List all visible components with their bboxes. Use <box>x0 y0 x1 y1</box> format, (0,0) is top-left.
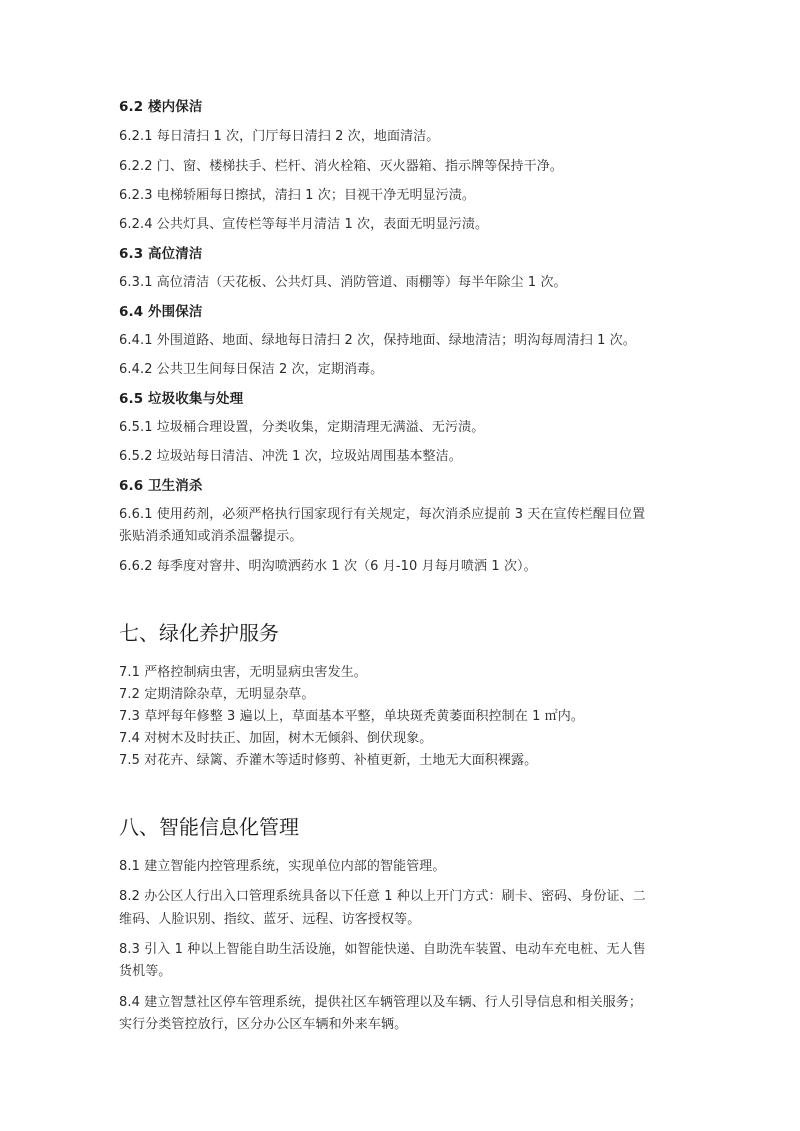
section-heading-6-5: 6.5 垃圾收集与处理 <box>119 391 244 407</box>
list-item-continuation: 张贴消杀通知或消杀温馨提示。 <box>119 529 303 544</box>
chapter-title-8: 八、智能信息化管理 <box>119 815 299 839</box>
section-heading-6-2: 6.2 楼内保洁 <box>119 99 203 115</box>
chapter-title-7: 七、绿化养护服务 <box>119 621 279 645</box>
list-item: 7.1 严格控制病虫害，无明显病虫害发生。 <box>119 665 367 680</box>
list-item: 7.4 对树木及时扶正、加固，树木无倾斜、倒伏现象。 <box>119 731 433 746</box>
section-heading-6-4: 6.4 外围保洁 <box>119 304 203 320</box>
list-item-continuation: 货机等。 <box>119 964 172 979</box>
list-item: 8.4 建立智慧社区停车管理系统，提供社区车辆管理以及车辆、行人引导信息和相关服务； <box>119 995 643 1010</box>
list-item: 8.2 办公区人行出入口管理系统具备以下任意 1 种以上开门方式：刷卡、密码、身份证、二 <box>119 889 646 904</box>
list-item: 8.3 引入 1 种以上智能自助生活设施，如智能快递、自助洗车装置、电动车充电桩、无人售 <box>119 942 646 957</box>
list-item: 6.4.1 外围道路、地面、绿地每日清扫 2 次，保持地面、绿地清洁；明沟每周清扫 1 次。 <box>119 333 636 348</box>
list-item: 6.5.2 垃圾站每日清洁、冲洗 1 次，垃圾站周围基本整洁。 <box>119 449 462 464</box>
list-item: 6.6.2 每季度对窨井、明沟喷洒药水 1 次（6 月-10 月每月喷洒 1 次）。 <box>119 559 537 574</box>
list-item: 6.2.4 公共灯具、宣传栏等每半月清洁 1 次，表面无明显污渍。 <box>119 217 489 232</box>
list-item: 6.2.1 每日清扫 1 次，门厅每日清扫 2 次，地面清洁。 <box>119 129 440 144</box>
section-heading-6-3: 6.3 高位清洁 <box>119 246 203 262</box>
list-item: 6.4.2 公共卫生间每日保洁 2 次，定期消毒。 <box>119 362 384 377</box>
list-item: 6.2.2 门、窗、楼梯扶手、栏杆、消火栓箱、灭火器箱、指示牌等保持干净。 <box>119 159 563 174</box>
list-item-continuation: 维码、人脸识别、指纹、蓝牙、远程、访客授权等。 <box>119 912 421 927</box>
list-item: 6.3.1 高位清洁（天花板、公共灯具、消防管道、雨棚等）每半年除尘 1 次。 <box>119 275 567 290</box>
list-item: 7.5 对花卉、绿篱、乔灌木等适时修剪、补植更新，土地无大面积裸露。 <box>119 753 538 768</box>
section-heading-6-6: 6.6 卫生消杀 <box>119 478 203 494</box>
list-item: 7.2 定期清除杂草，无明显杂草。 <box>119 687 315 702</box>
list-item: 6.5.1 垃圾桶合理设置，分类收集，定期清理无满溢、无污渍。 <box>119 420 485 435</box>
list-item: 6.6.1 使用药剂，必须严格执行国家现行有关规定，每次消杀应提前 3 天在宣传栏醒目位置 <box>119 507 646 522</box>
list-item: 6.2.3 电梯轿厢每日擦拭，清扫 1 次；目视干净无明显污渍。 <box>119 188 475 203</box>
list-item: 7.3 草坪每年修整 3 遍以上，草面基本平整，单块斑秃黄萎面积控制在 1 ㎡内。 <box>119 709 584 724</box>
list-item-continuation: 实行分类管控放行，区分办公区车辆和外来车辆。 <box>119 1017 408 1032</box>
list-item: 8.1 建立智能内控管理系统，实现单位内部的智能管理。 <box>119 859 446 874</box>
